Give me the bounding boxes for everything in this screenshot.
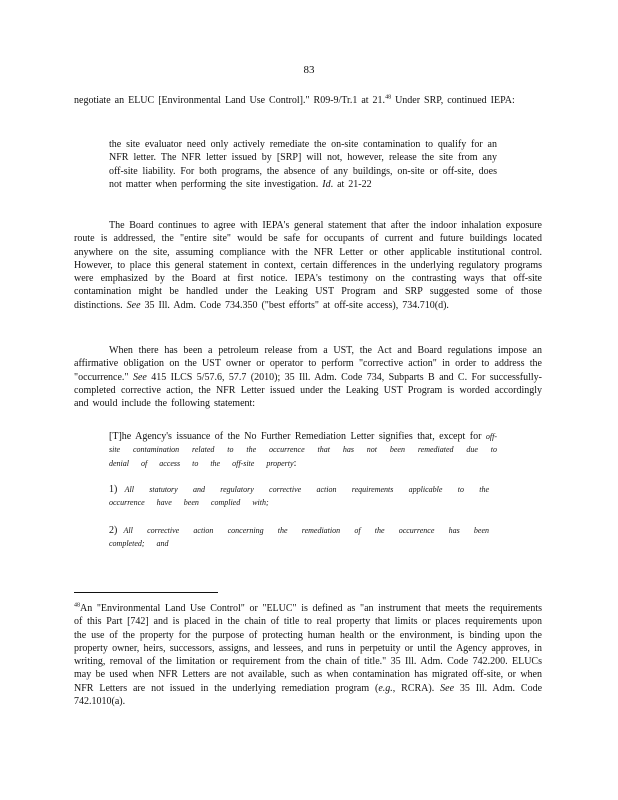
item-number: 2) — [109, 525, 118, 536]
item-number: 1) — [109, 484, 118, 495]
paragraph-text: 415 ILCS 5/57.6, 57.7 (2010); 35 Ill. Adm. Code 734, Subparts B and C. For successfully-completed corrective action, the NFR Letter issued under the Leaking UST Program is worded accordingly and would include the following statement: — [74, 371, 542, 410]
quote-italic-text: off-site contamination related to the occurrence that has not been remediated due to denial of access to the off-site property — [109, 432, 498, 468]
paragraph-text: negotiate an ELUC [Environmental Land Use Control]." R09-9/Tr.1 at 21. — [74, 95, 386, 106]
paragraph-text: When there has been a petroleum release from a UST, the Act and Board regulations impose an affirmative obligation on the UST owner or operator to perform "corrective action" in order to address the "occurrence." — [74, 345, 542, 383]
block-quote-item-1 — [109, 483, 489, 510]
quote-text: [T]he Agency's issuance of the No Further Remediation Letter signifies that, except for — [109, 431, 482, 442]
quote-text: : — [293, 457, 297, 469]
block-quote-nfr-intro — [109, 430, 497, 470]
citation-id: Id — [322, 178, 331, 190]
paragraph-text: Under SRP, continued IEPA: — [395, 95, 515, 106]
citation-pages: . at 21-22 — [330, 178, 372, 190]
item-text: All corrective action concerning the remediation of the occurrence has been completed; and — [109, 526, 489, 549]
footnote-number: 48 — [74, 602, 80, 609]
footnote-48 — [74, 602, 542, 708]
paragraph-board-agreement — [74, 219, 542, 312]
paragraph-eluc-negotiation — [74, 94, 542, 107]
see-signal: See — [126, 299, 141, 311]
quote-text: the site evaluator need only actively remediate the on-site contamination to qualify for an NFR letter. The NFR letter issued by [SRP] will not, however, release the site from any off-site liability. For both programs, the absence of any buildings, on-site or off-site, does not matter when performing the site investigation. — [109, 139, 497, 190]
footnote-divider — [74, 592, 218, 593]
page-number: 83 — [303, 64, 315, 76]
footnote-text: 35 Ill. Adm. Code 742.1010(a). — [74, 682, 543, 708]
see-signal: See — [132, 371, 147, 383]
footnote-text: An "Environmental Land Use Control" or "ELUC" is defined as "an instrument that meets the requirements of this Part [742] and is placed in the chain of title to real property that limits or places requirements upon the use of the property for the purpose of protecting human health or the environment, is binding upon the property owner, heirs, successors, assigns, and lessees, and runs in perpetuity or until the Agency approves, in writing, removal of the limitation or requirement from the chain of title." 35 Ill. Adm. Code 742.200. ELUCs may be used when NFR Letters are not available, such as when contamination has migrated off-site, or when NFR Letters are not issued in the underlying remediation program ( — [74, 603, 542, 694]
see-signal: See — [440, 682, 455, 694]
footnote-text: , RCRA). — [392, 682, 435, 694]
block-quote-item-2 — [109, 524, 489, 551]
block-quote-srp — [109, 138, 497, 191]
footnote-eg: e.g. — [378, 682, 393, 694]
paragraph-text: The Board continues to agree with IEPA's general statement that after the indoor inhalation exposure route is addressed, the "entire site" would be safe for occupants of current and future buildings located anywhere on the site, assuming compliance with the NFR Letter or other applicable institutional control. However, to place this general statement in context, certain differences in the underlying regulatory programs were emphasized by the Board at first notice. IEPA's testimony on the contrasting ways that off-site contamination might be handled under the Leaking UST Program and SRP suggested some of those distinctions. — [74, 220, 542, 311]
paragraph-petroleum-release — [74, 344, 542, 410]
footnote-reference: 48 — [385, 94, 392, 101]
paragraph-text: 35 Ill. Adm. Code 734.350 ("best efforts" at off-site access), 734.710(d). — [144, 299, 449, 311]
item-text: All statutory and regulatory corrective action requirements applicable to the occurrence have been complied with; — [109, 485, 490, 508]
